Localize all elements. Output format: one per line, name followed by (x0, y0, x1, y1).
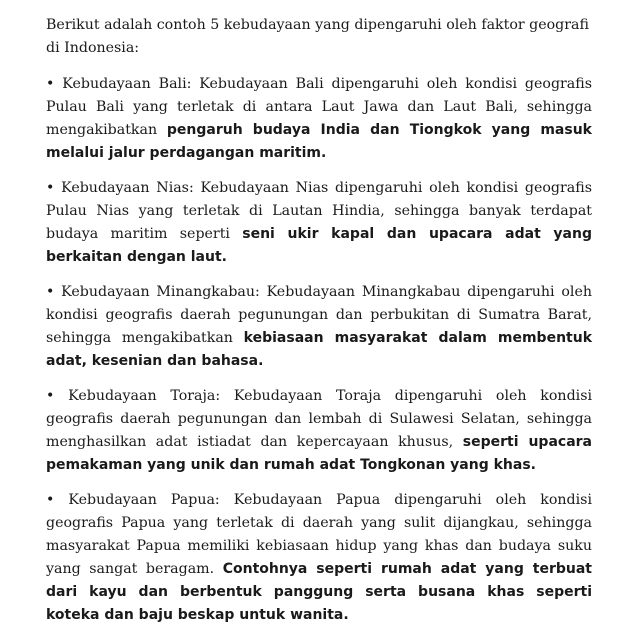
item-emphasis: pengaruh budaya India dan Tiongkok yang masuk melalui jalur perdagangan maritim. (46, 122, 592, 161)
bullet: • (46, 76, 55, 92)
list-item-nias (46, 177, 592, 269)
bullet: • (46, 388, 55, 404)
list-item-papua (46, 489, 592, 627)
bullet: • (46, 284, 55, 300)
list-item-bali (46, 73, 592, 165)
item-text: Kebudayaan Bali: Kebudayaan Bali dipengaruhi oleh kondisi geografis Pulau Bali yang terletak di antara Laut Jawa dan Laut Bali, sehingga mengakibatkan (46, 76, 593, 138)
item-text: Kebudayaan Nias: Kebudayaan Nias dipengaruhi oleh kondisi geografis Pulau Nias yang terletak di Lautan Hindia, sehingga banyak terdapat budaya maritim seperti (46, 180, 592, 242)
item-emphasis: seni ukir kapal dan upacara adat yang berkaitan dengan laut. (46, 226, 592, 265)
list-item-toraja (46, 385, 592, 477)
bullet: • (46, 492, 55, 508)
item-emphasis: kebiasaan masyarakat dalam membentuk adat, kesenian dan bahasa. (46, 330, 593, 369)
item-text: Kebudayaan Papua: Kebudayaan Papua dipengaruhi oleh kondisi geografis Papua yang terletak di daerah yang sulit dijangkau, sehingga masyarakat Papua memiliki kebiasaan hidup yang khas dan budaya suku yang sangat beragam. (46, 492, 592, 577)
item-emphasis: Contohnya seperti rumah adat yang terbuat dari kayu dan berbentuk panggung serta busana khas seperti koteka dan baju beskap untuk wanita. (46, 561, 592, 623)
item-text: Kebudayaan Minangkabau: Kebudayaan Minangkabau dipengaruhi oleh kondisi geografis daerah pegunungan dan perbukitan di Sumatra Barat, sehingga mengakibatkan (46, 284, 592, 346)
bullet: • (46, 180, 55, 196)
document-body (46, 14, 592, 639)
item-emphasis: seperti upacara pemakaman yang unik dan rumah adat Tongkonan yang khas. (46, 434, 593, 473)
item-text: Kebudayaan Toraja: Kebudayaan Toraja dipengaruhi oleh kondisi geografis daerah pegunungan dan lembah di Sulawesi Selatan, sehingga menghasilkan adat istiadat dan kepercayaan khusus, (46, 388, 593, 450)
list-item-minangkabau (46, 281, 592, 373)
intro-paragraph: Berikut adalah contoh 5 kebudayaan yang dipengaruhi oleh faktor geografi di Indonesia: (46, 17, 589, 56)
